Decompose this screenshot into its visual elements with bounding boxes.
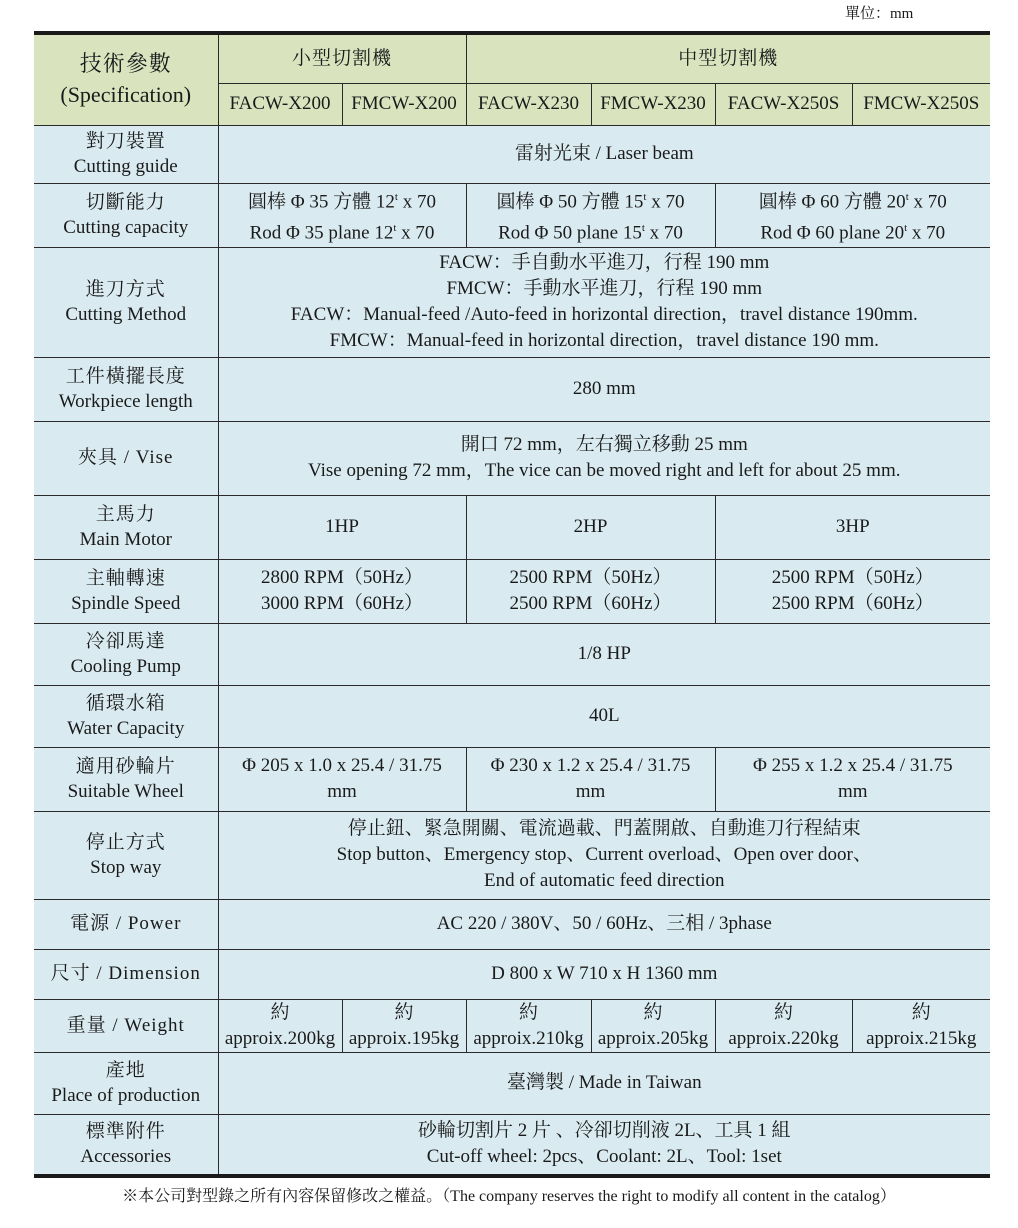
capacity-zh: 圓棒 Φ 50 方體 15 [496, 191, 644, 212]
weight-label: 重量 / Weight [34, 999, 218, 1052]
row-cutting-guide [34, 125, 990, 183]
spec-header-en: (Specification) [60, 81, 192, 107]
wheel-line: Φ 205 x 1.0 x 25.4 / 31.75 [242, 755, 442, 776]
speed-line: 3000 RPM（60Hz） [260, 593, 424, 614]
weight-value: 約 approix.210kg [466, 999, 591, 1052]
cooling-pump-value: 1/8 HP [218, 623, 990, 685]
vise-value [218, 421, 990, 495]
sup-t: t [641, 222, 645, 234]
row-label [34, 747, 218, 811]
label-zh: 對刀裝置 [85, 130, 166, 152]
capacity-en-tail: x 70 [644, 222, 683, 244]
suitable-wheel-value [218, 747, 466, 811]
wheel-line: mm [837, 781, 868, 802]
row-workpiece-length [34, 357, 990, 421]
capacity-zh-tail: x 70 [908, 191, 947, 212]
model-header: FMCW-X230 [591, 83, 715, 125]
row-suitable-wheel [34, 747, 990, 811]
label-zh: 冷卻馬達 [85, 630, 166, 652]
power-label: 電源 / Power [34, 899, 218, 949]
row-label [34, 125, 218, 183]
row-label [34, 685, 218, 747]
row-label [34, 495, 218, 559]
stop-way-value [218, 811, 990, 899]
label-zh: 主馬力 [95, 503, 156, 525]
stop-line: Stop button、Emergency stop、Current overload、Open over door、 [336, 844, 872, 865]
label-zh: 工件橫擺長度 [65, 365, 186, 387]
label-en: Main Motor [79, 529, 172, 550]
capacity-en-tail: x 70 [396, 222, 435, 244]
model-header: FMCW-X200 [342, 83, 466, 125]
spindle-speed-value [218, 559, 466, 623]
row-vise [34, 421, 990, 495]
capacity-en: Rod Φ 50 plane 15 [498, 222, 642, 244]
dimension-value: D 800 x W 710 x H 1360 mm [218, 949, 990, 999]
speed-line: 2500 RPM（60Hz） [509, 593, 672, 614]
label-zh: 主軸轉速 [85, 567, 166, 589]
capacity-en: Rod Φ 35 plane 12 [249, 222, 394, 244]
suitable-wheel-value [466, 747, 715, 811]
label-en: Place of production [51, 1085, 201, 1106]
row-label [34, 559, 218, 623]
production-value: 臺灣製 / Made in Taiwan [218, 1052, 990, 1114]
label-en: Cooling Pump [70, 656, 181, 677]
model-header: FACW-X230 [466, 83, 591, 125]
sup-t: t [393, 222, 397, 234]
row-label [34, 623, 218, 685]
model-header: FMCW-X250S [852, 83, 990, 125]
label-zh: 停止方式 [85, 831, 166, 853]
sup-t: t [643, 190, 647, 203]
label-zh: 循環水箱 [85, 692, 166, 714]
label-en: Cutting capacity [63, 217, 189, 238]
row-stop-way [34, 811, 990, 899]
dimension-label: 尺寸 / Dimension [34, 949, 218, 999]
vise-label: 夾具 / Vise [34, 421, 218, 495]
cutting-guide-value: 雷射光束 / Laser beam [218, 125, 990, 183]
suitable-wheel-value [715, 747, 990, 811]
wheel-line: mm [327, 781, 357, 802]
row-label [34, 183, 218, 247]
row-spindle-speed [34, 559, 990, 623]
row-label [34, 247, 218, 357]
accessories-line: 砂輪切割片 2 片 、冷卻切削液 2L、工具 1 組 [417, 1120, 791, 1142]
label-en: Workpiece length [58, 391, 193, 412]
row-cutting-method [34, 247, 990, 357]
group-small-header: 小型切割機 [218, 33, 466, 83]
label-en: Suitable Wheel [67, 781, 184, 802]
spec-header-cell [34, 33, 218, 125]
capacity-cell [218, 183, 466, 247]
label-zh: 適用砂輪片 [75, 755, 176, 777]
method-line: FACW：手自動水平進刀，行程 190 mm [439, 252, 770, 273]
wheel-line: Φ 230 x 1.2 x 25.4 / 31.75 [490, 755, 691, 776]
row-dimension [34, 949, 990, 999]
unit-label: 單位：mm [845, 6, 914, 22]
main-motor-value: 3HP [715, 495, 990, 559]
weight-value: 約 approix.195kg [342, 999, 466, 1052]
specification-table [34, 31, 990, 1178]
row-label [34, 1114, 218, 1176]
row-label [34, 1052, 218, 1114]
main-motor-value: 2HP [466, 495, 715, 559]
speed-line: 2500 RPM（50Hz） [509, 567, 672, 588]
speed-line: 2800 RPM（50Hz） [260, 567, 424, 588]
label-en: Spindle Speed [71, 593, 181, 614]
model-header: FACW-X250S [715, 83, 852, 125]
label-zh: 切斷能力 [85, 191, 166, 213]
row-accessories [34, 1114, 990, 1176]
capacity-en: Rod Φ 60 plane 20 [760, 222, 905, 244]
spec-header-zh: 技術參數 [79, 51, 172, 77]
speed-line: 2500 RPM（60Hz） [771, 593, 934, 614]
capacity-cell [466, 183, 715, 247]
capacity-zh-tail: x 70 [646, 191, 685, 212]
vise-line: Vise opening 72 mm，The vice can be moved right and left for about 25 mm. [308, 460, 901, 481]
row-label [34, 811, 218, 899]
accessories-value [218, 1114, 990, 1176]
label-en: Stop way [90, 857, 162, 878]
row-main-motor [34, 495, 990, 559]
capacity-zh-tail: x 70 [397, 191, 436, 212]
main-motor-value: 1HP [218, 495, 466, 559]
row-cooling-pump [34, 623, 990, 685]
label-en: Accessories [80, 1146, 172, 1168]
row-production [34, 1052, 990, 1114]
capacity-zh: 圓棒 Φ 60 方體 20 [758, 191, 906, 212]
stop-line: 停止鈕、緊急開關、電流過載、門蓋開啟、自動進刀行程結束 [347, 818, 861, 839]
label-en: Cutting guide [73, 156, 178, 177]
label-zh: 標準附件 [85, 1120, 166, 1143]
sup-t: t [394, 190, 398, 203]
row-cutting-capacity [34, 183, 990, 247]
label-zh: 進刀方式 [85, 278, 166, 300]
spindle-speed-value [715, 559, 990, 623]
capacity-en-tail: x 70 [907, 222, 946, 244]
vise-line: 開口 72 mm，左右獨立移動 25 mm [460, 434, 748, 455]
weight-value: 約 approix.220kg [715, 999, 852, 1052]
method-line: FMCW：手動水平進刀，行程 190 mm [446, 278, 763, 299]
weight-value: 約 approix.200kg [218, 999, 342, 1052]
label-en: Cutting Method [65, 304, 187, 325]
label-en: Water Capacity [67, 718, 185, 739]
capacity-zh: 圓棒 Φ 35 方體 12 [248, 191, 395, 212]
stop-line: End of automatic feed direction [483, 870, 725, 891]
power-value: AC 220 / 380V、50 / 60Hz、三相 / 3phase [218, 899, 990, 949]
wheel-line: mm [575, 781, 606, 802]
workpiece-length-value: 280 mm [218, 357, 990, 421]
spindle-speed-value [466, 559, 715, 623]
accessories-line: Cut-off wheel: 2pcs、Coolant: 2L、Tool: 1set [426, 1146, 782, 1168]
cutting-method-value [218, 247, 990, 357]
label-zh: 產地 [105, 1059, 146, 1081]
footer-note: ※本公司對型錄之所有內容保留修改之權益。（The company reserves the right to modify all content in the catalog） [122, 1188, 896, 1205]
capacity-cell [715, 183, 990, 247]
method-line: FACW：Manual-feed /Auto-feed in horizontal direction，travel distance 190mm. [290, 304, 918, 325]
row-power [34, 899, 990, 949]
sup-t: t [904, 222, 908, 234]
water-capacity-value: 40L [218, 685, 990, 747]
speed-line: 2500 RPM（50Hz） [771, 567, 934, 588]
weight-value: 約 approix.205kg [591, 999, 715, 1052]
weight-value: 約 approix.215kg [852, 999, 990, 1052]
group-medium-header: 中型切割機 [466, 33, 990, 83]
sup-t: t [905, 190, 909, 203]
method-line: FMCW：Manual-feed in horizontal direction，travel distance 190 mm. [329, 330, 879, 351]
row-water-capacity [34, 685, 990, 747]
wheel-line: Φ 255 x 1.2 x 25.4 / 31.75 [752, 755, 953, 776]
model-header: FACW-X200 [218, 83, 342, 125]
row-label [34, 357, 218, 421]
row-weight [34, 999, 990, 1052]
